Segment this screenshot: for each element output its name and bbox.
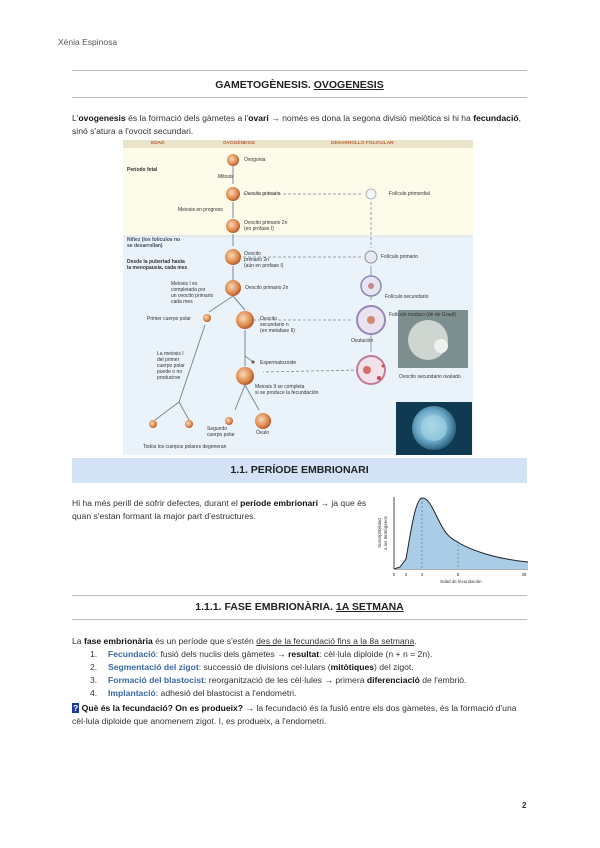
graph-tick-2: 2 bbox=[404, 572, 408, 577]
question-paragraph: ? Què és la fecundació? On es produeix? → la fecundació és la fusió entre els dos gàmetes, és la formació d'una cèl·lula diploide que anomenem zigot. I, es produeix, a l'endometri. bbox=[72, 703, 517, 726]
list-item: 3. Formació del blastocist: reorganització de les cèl·lules → primera diferenciació de l'embrió. bbox=[90, 675, 467, 685]
susceptibility-graph bbox=[378, 493, 530, 585]
label-meiosis-ii: Meiosis II se completa si se produce la fecundación bbox=[255, 384, 319, 396]
label-ovocito-2n: Ovocito primario 2n (en profase I) bbox=[244, 220, 288, 232]
label-meiosis-cuerpo-polar: La meiosis I del primer cuerpo polar puede o no producirse bbox=[157, 351, 185, 381]
label-degeneran: Todos los cuerpos polares degeneran bbox=[143, 444, 227, 450]
label-pubertad: Desde la pubertad hasta la menopausia, cada mes bbox=[127, 259, 188, 271]
col-edad: EDAD bbox=[151, 141, 165, 146]
section2-top-rule bbox=[72, 595, 527, 596]
phase-steps-list bbox=[90, 648, 466, 700]
label-ninez: Niñez (los folículos no se desarrollan) bbox=[127, 237, 181, 249]
col-ovogenesis: OVOGÉNESIS bbox=[223, 141, 255, 146]
label-meiosis-completada: Meiosis I es completada por un ovocito primario cada mes bbox=[171, 281, 214, 305]
ovogenesis-diagram bbox=[123, 140, 473, 455]
label-ovulacion: Ovulación bbox=[351, 338, 374, 344]
graph-xlabel: Edad de fecundación bbox=[440, 579, 482, 584]
list-item: 1. Fecundació: fusió dels nuclis dels gàmetes → resultat: cèl·lula diploide (n + n = 2n). bbox=[90, 649, 433, 659]
intro-paragraph: L'ovogenesis és la formació dels gàmetes a l'ovari → només es dona la segona divisió meiòtica si hi ha fecundació, sinó s'atura a l'ovocit secundari. bbox=[72, 113, 521, 136]
list-item: 2. Segmentació del zigot: successió de divisions cel·lulars (mitòtiques) del zigot. bbox=[90, 662, 414, 672]
label-foliculo-maduro: Folículo maduro (de de Graaf) bbox=[389, 312, 456, 318]
graph-tick-0: 0 bbox=[392, 572, 396, 577]
graph-tick-8: 8 bbox=[456, 572, 460, 577]
label-periodo-fetal: Período fetal bbox=[127, 167, 158, 173]
graph-ylabel: Susceptibilidad bbox=[377, 518, 382, 548]
label-ovocito-ovulado: Ovocito secundario ovulado bbox=[399, 374, 461, 380]
section-banner: 1.1. PERÍODE EMBRIONARI bbox=[72, 458, 527, 483]
section2-bottom-rule bbox=[72, 619, 527, 620]
label-meiosis-progreso: Meiosis en progreso bbox=[178, 207, 224, 213]
graph-area bbox=[394, 498, 528, 569]
title-bottom-rule bbox=[72, 97, 527, 98]
label-ovogonia: Ovogonia bbox=[244, 157, 266, 163]
graph-tick-38: 38 bbox=[521, 572, 527, 577]
label-espermatozoide: Espermatozoide bbox=[260, 360, 297, 366]
label-foliculo-secundario: Folículo secundario bbox=[385, 294, 429, 300]
graph-tick-4: 4 bbox=[420, 572, 424, 577]
list-item: 4. Implantació: adhesió del blastocist a l'endometri. bbox=[90, 688, 297, 698]
author-name: Xènia Espinosa bbox=[58, 37, 118, 47]
label-mitosis: Mitosis bbox=[218, 174, 234, 180]
label-ov-primario-profase: Ovocito primario 2n (aún en profase I) bbox=[244, 251, 284, 269]
label-segundo-cuerpo: Segundo cuerpo polar bbox=[207, 426, 235, 438]
label-primer-cuerpo-polar: Primer cuerpo polar bbox=[147, 316, 191, 322]
label-foliculo-primordial: Folículo primordial bbox=[389, 191, 430, 197]
graph-ylabel-2: a los teratógenos bbox=[383, 516, 388, 550]
title-top-rule bbox=[72, 70, 527, 71]
label-ovulo: Óvulo bbox=[256, 430, 270, 436]
section2-title: 1.1.1. FASE EMBRIONÀRIA. 1A SETMANA bbox=[195, 601, 404, 613]
title-underlined: OVOGENESIS bbox=[313, 79, 384, 91]
col-desarrollo: DESARROLLO FOLICULAR bbox=[331, 141, 394, 146]
label-foliculo-primario: Folículo primario bbox=[381, 254, 418, 260]
label-ovocito-primario: Ovocito primario bbox=[244, 191, 281, 197]
label-ovocito-secundario: Ovocito secundario n (en metafase II) bbox=[260, 316, 296, 334]
embryonic-period-paragraph: Hi ha més perill de sofrir defectes, durant el període embrionari → ja que és quan s'estan formant la major part d'estructures. bbox=[72, 498, 367, 521]
page-title bbox=[72, 79, 527, 91]
page-number: 2 bbox=[522, 801, 527, 810]
label-ovocito-primario-2n: Ovocito primario 2n bbox=[245, 285, 289, 291]
phase-paragraph: La fase embrionària és un període que s'estén des de la fecundació fins a la 8a setmana. bbox=[72, 636, 417, 646]
title-main: GAMETOGÈNESIS. bbox=[215, 79, 311, 91]
